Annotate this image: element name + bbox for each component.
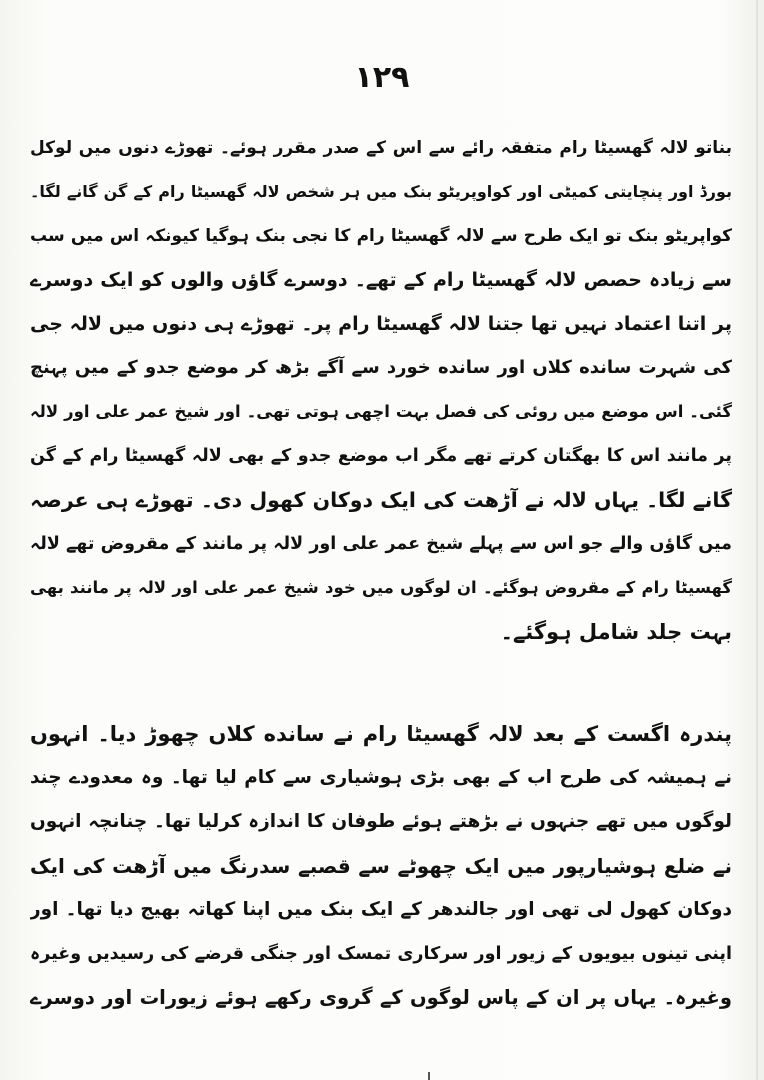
text-line: گئی۔ اس موضع میں روئی کی فصل بہت اچھی ہوتی تھی۔ اور شیخ عمر علی اور لالہ [30, 402, 732, 421]
text-line: لوگوں میں تھے جنہوں نے بڑھتے ہوئے طوفان کا اندازہ کرلیا تھا۔ چنانچہ انہوں [30, 811, 732, 832]
text-line: پر اتنا اعتماد نہیں تھا جتنا لالہ گھسیٹا رام پر۔ تھوڑے ہی دنوں میں لالہ جی [30, 313, 732, 335]
text-line: گانے لگا۔ یہاں لالہ نے آڑھت کی ایک دوکان کھول دی۔ تھوڑے ہی عرصہ [30, 488, 732, 512]
text-line: بناتو لالہ گھسیٹا رام متفقہ رائے سے اس کے صدر مقرر ہوئے۔ تھوڑے دنوں میں لوکل [30, 138, 732, 158]
scan-mark [428, 1072, 430, 1080]
page-number: ١٢٩ [354, 60, 410, 95]
text-line: بہت جلد شامل ہوگئے۔ [500, 620, 732, 644]
paragraph-2 [30, 712, 732, 1020]
page-edge [756, 0, 758, 1080]
text-line: دوکان کھول لی تھی اور جالندھر کے ایک بنک میں اپنا کھاتہ بھیج دیا تھا۔ اور [30, 899, 732, 920]
text-line: گھسیٹا رام کے مقروض ہوگئے۔ ان لوگوں میں خود شیخ عمر علی اور لالہ پر مانند بھی [30, 578, 732, 597]
text-line: نے ہمیشہ کی طرح اب کے بھی بڑی ہوشیاری سے کام لیا تھا۔ وہ معدودے چند [30, 767, 732, 788]
text-line: سے زیادہ حصص لالہ گھسیٹا رام کے تھے۔ دوسرے گاؤں والوں کو ایک دوسرے [30, 269, 732, 291]
text-line: نے ضلع ہوشیارپور میں ایک چھوٹے سے قصبے سدرنگ میں آڑھت کی ایک [30, 854, 732, 878]
text-line: کی شہرت سانده کلاں اور سانده خورد سے آگے بڑھ کر موضع جدو کے میں پہنچ [30, 357, 732, 378]
text-line: وغیرہ۔ یہاں پر ان کے پاس لوگوں کے گروی رکھے ہوئے زیورات اور دوسرے [30, 986, 732, 1009]
text-line: کواپریٹو بنک تو ایک طرح سے لالہ گھسیٹا رام کا نجی بنک ہوگیا کیونکہ اس میں سب [30, 226, 732, 246]
text-line: پر مانند اس کا بھگتان کرتے تھے مگر اب موضع جدو کے بھی لالہ گھسیٹا رام کے گن [30, 446, 732, 466]
text-line: بورڈ اور پنچایتی کمیٹی اور کواوپریٹو بنک میں ہر شخص لالہ گھسیٹا رام کے گن گانے لگا۔ [30, 182, 732, 201]
paragraph-1 [30, 126, 732, 654]
text-line: اپنی تینوں بیویوں کے زیور اور سرکاری تمسک اور جنگی قرضے کی رسیدیں وغیرہ [30, 944, 732, 964]
text-line: میں گاؤں والے جو اس سے پہلے شیخ عمر علی اور لالہ پر مانند کے مقروض تھے لالہ [30, 534, 732, 554]
text-line: پندرہ اگست کے بعد لالہ گھسیٹا رام نے سانده کلاں چھوڑ دیا۔ انہوں [30, 722, 732, 746]
